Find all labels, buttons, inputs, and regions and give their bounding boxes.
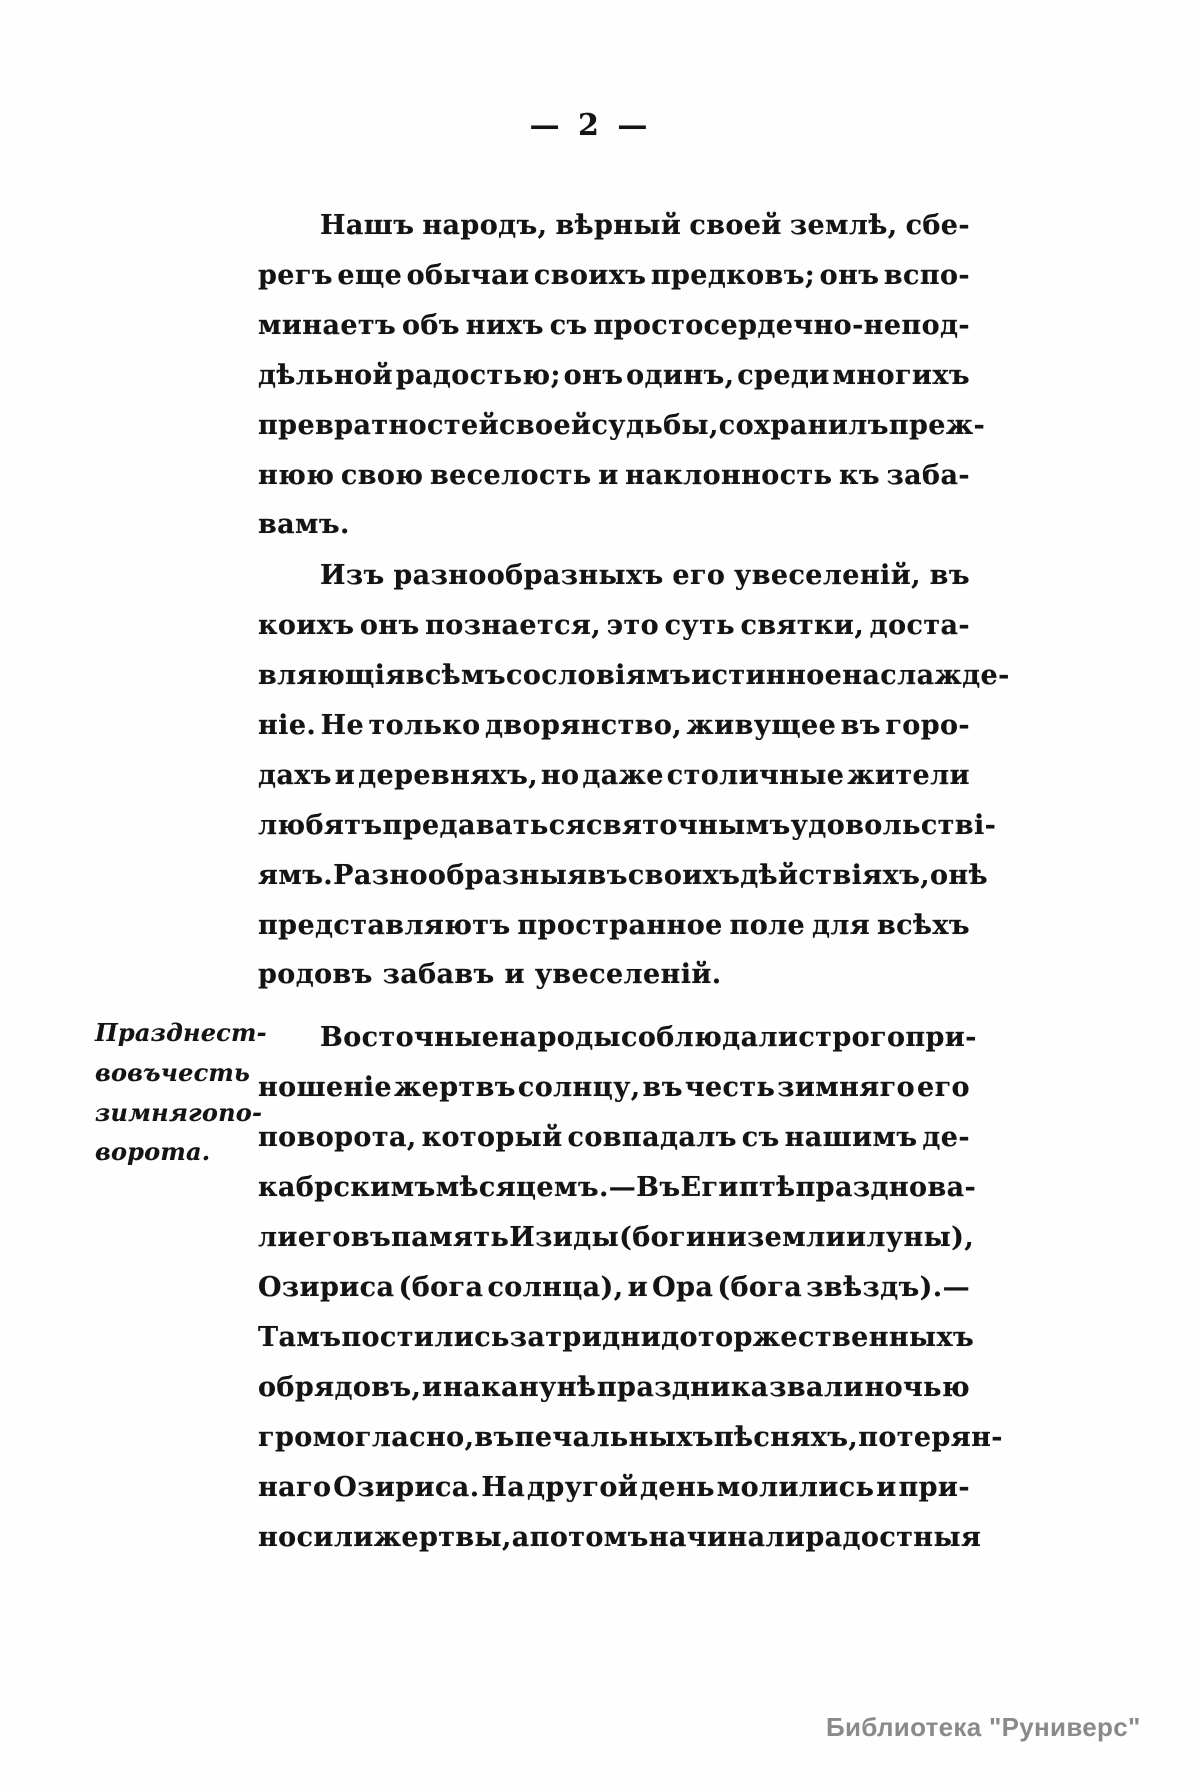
text-line: представляютъ пространное поле для всѣхъ — [258, 909, 970, 941]
text-line: обрядовъ, и наканунѣ праздника звали ночью — [258, 1371, 970, 1403]
margin-note-line: зимняго по- — [95, 1097, 263, 1127]
text-line: регъ еще обычаи своихъ предковъ; онъ вспо- — [258, 259, 970, 291]
watermark-text: Библиотека "Руниверс" — [826, 1712, 1141, 1742]
margin-note-line: Празднест- — [95, 1017, 267, 1047]
text-line: Озириса (бога солнца), и Ора (бога звѣздъ).— — [258, 1271, 970, 1303]
text-line: вамъ. — [258, 509, 350, 540]
text-line: любятъ предаваться святочнымъ удовольстві- — [258, 809, 997, 841]
text-line: ношеніе жертвъ солнцу, въ честь зимняго его — [258, 1071, 970, 1103]
page-number: — 2 — — [529, 108, 652, 143]
text-line: дахъ и деревняхъ, но даже столичные жители — [258, 759, 970, 791]
margin-note — [95, 1012, 267, 1172]
margin-note-line: во въ честь — [95, 1057, 251, 1087]
paragraph — [258, 550, 1010, 1000]
text-line: кабрскимъ мѣсяцемъ.—Въ Египтѣ празднова- — [258, 1171, 977, 1203]
text-line: Восточные народы соблюдали строго при- — [320, 1021, 977, 1053]
text-line: родовъ забавъ и увеселеній. — [258, 959, 722, 990]
text-line: Нашъ народъ, вѣрный своей землѣ, сбе- — [320, 209, 970, 241]
text-line: ли его въ память Изиды (богини земли и луны), — [258, 1221, 975, 1253]
text-line: дѣльной радостью; онъ одинъ, среди многихъ — [258, 359, 970, 391]
paragraph — [258, 1012, 1003, 1562]
body-text — [258, 200, 1010, 1562]
text-line: поворота, который совпадалъ съ нашимъ де- — [258, 1121, 970, 1153]
text-line: вляющія всѣмъ сословіямъ истинное наслажде- — [258, 659, 1010, 691]
text-line: нюю свою веселость и наклонность къ заба- — [258, 459, 970, 491]
text-line: носили жертвы, а потомъ начинали радостныя — [258, 1521, 982, 1553]
text-line: коихъ онъ познается, это суть святки, доста- — [258, 609, 970, 641]
text-line: наго Озириса. На другой день молились и при- — [258, 1471, 970, 1503]
text-line: Изъ разнообразныхъ его увеселеній, въ — [320, 559, 970, 591]
margin-note-line: ворота. — [95, 1137, 211, 1166]
paragraph — [258, 200, 986, 550]
text-line: ніе. Не только дворянство, живущее въ горо- — [258, 709, 970, 741]
text-line: ямъ. Разнообразныя въ своихъ дѣйствіяхъ, онѣ — [258, 859, 988, 891]
text-line: Тамъ постились за три дни до торжественныхъ — [258, 1321, 975, 1353]
text-line: минаетъ объ нихъ съ простосердечно-непод- — [258, 309, 970, 341]
text-line: превратностей своей судьбы, сохранилъ преж- — [258, 409, 986, 441]
text-line: громогласно, въ печальныхъ пѣсняхъ, потерян- — [258, 1421, 1003, 1453]
